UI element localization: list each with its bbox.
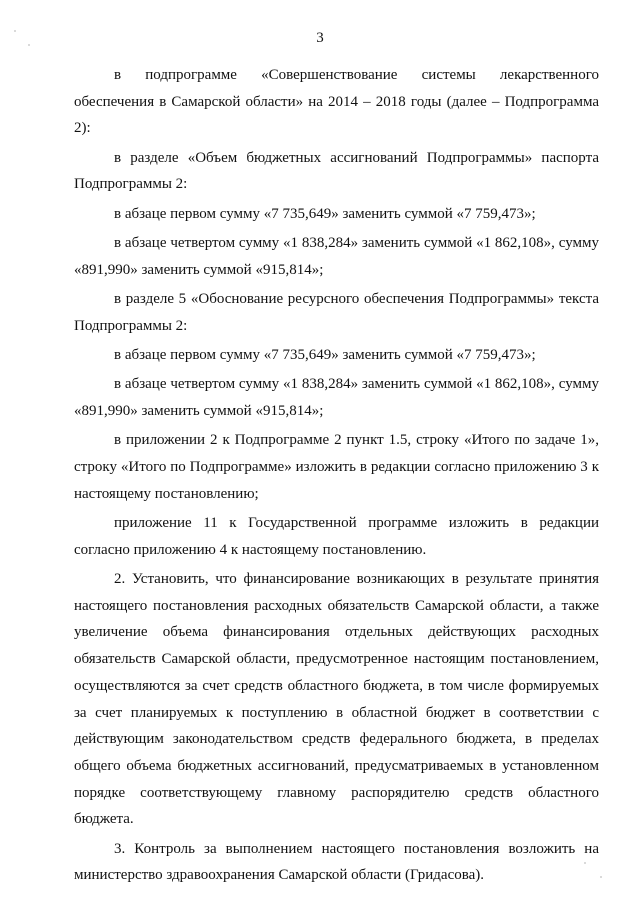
document-body xyxy=(74,62,599,892)
scan-speck xyxy=(600,876,602,878)
paragraph-item-3-control: 3. Контроль за выполнением настоящего постановления возложить на министерство здравоохранения Самарской области (Гридасова). xyxy=(74,840,599,884)
paragraph-appendix-2: в приложении 2 к Подпрограмме 2 пункт 1.5, строку «Итого по задаче 1», строку «Итого по Подпрограмме» изложить в редакции согласно приложению 3 к настоящему постановлению; xyxy=(74,432,599,502)
paragraph-section-5-fourth-abzac: в абзаце четвертом сумму «1 838,284» заменить суммой «1 862,108», сумму «891,990» заменить суммой «915,814»; xyxy=(74,376,599,419)
scan-speck xyxy=(14,30,16,32)
scan-speck xyxy=(28,44,30,46)
paragraph-passport-fourth-abzac: в абзаце четвертом сумму «1 838,284» заменить суммой «1 862,108», сумму «891,990» заменить суммой «915,814»; xyxy=(74,235,599,278)
paragraph-section-5: в разделе 5 «Обоснование ресурсного обеспечения Подпрограммы» текста Подпрограммы 2: xyxy=(74,291,599,334)
paragraph-passport-first-abzac: в абзаце первом сумму «7 735,649» заменить суммой «7 759,473»; xyxy=(114,205,536,222)
paragraph-section-5-first-abzac: в абзаце первом сумму «7 735,649» заменить суммой «7 759,473»; xyxy=(114,347,536,363)
paragraph-appendix-11: приложение 11 к Государственной программе изложить в редакции согласно приложению 4 к настоящему постановлению. xyxy=(74,515,599,558)
paragraph-subprogram-2-intro: в подпрограмме «Совершенствование системы лекарственного обеспечения в Самарской области» на 2014 – 2018 годы (далее – Подпрограмма 2): xyxy=(74,67,599,137)
scan-speck xyxy=(584,862,586,864)
paragraph-passport-section: в разделе «Объем бюджетных ассигнований Подпрограммы» паспорта Подпрограммы 2: xyxy=(74,149,599,193)
page-number: 3 xyxy=(316,30,324,46)
paragraph-item-2-financing: 2. Установить, что финансирование возникающих в результате принятия настоящего постановления расходных обязательств Самарской области, а также увеличение объема финансирования отдельных действующих расходных обязательств Самарской области, предусмотренное настоящим постановлением, осуществляются за счет средств областного бюджета, в том числе формируемых за счет планируемых к поступлению в областной бюджет в соответствии с действующим законодательством средств федерального бюджета, в пределах общего объема бюджетных ассигнований, предусматриваемых в установленном порядке соответствующему главному распорядителю средств областного бюджета. xyxy=(74,571,599,828)
